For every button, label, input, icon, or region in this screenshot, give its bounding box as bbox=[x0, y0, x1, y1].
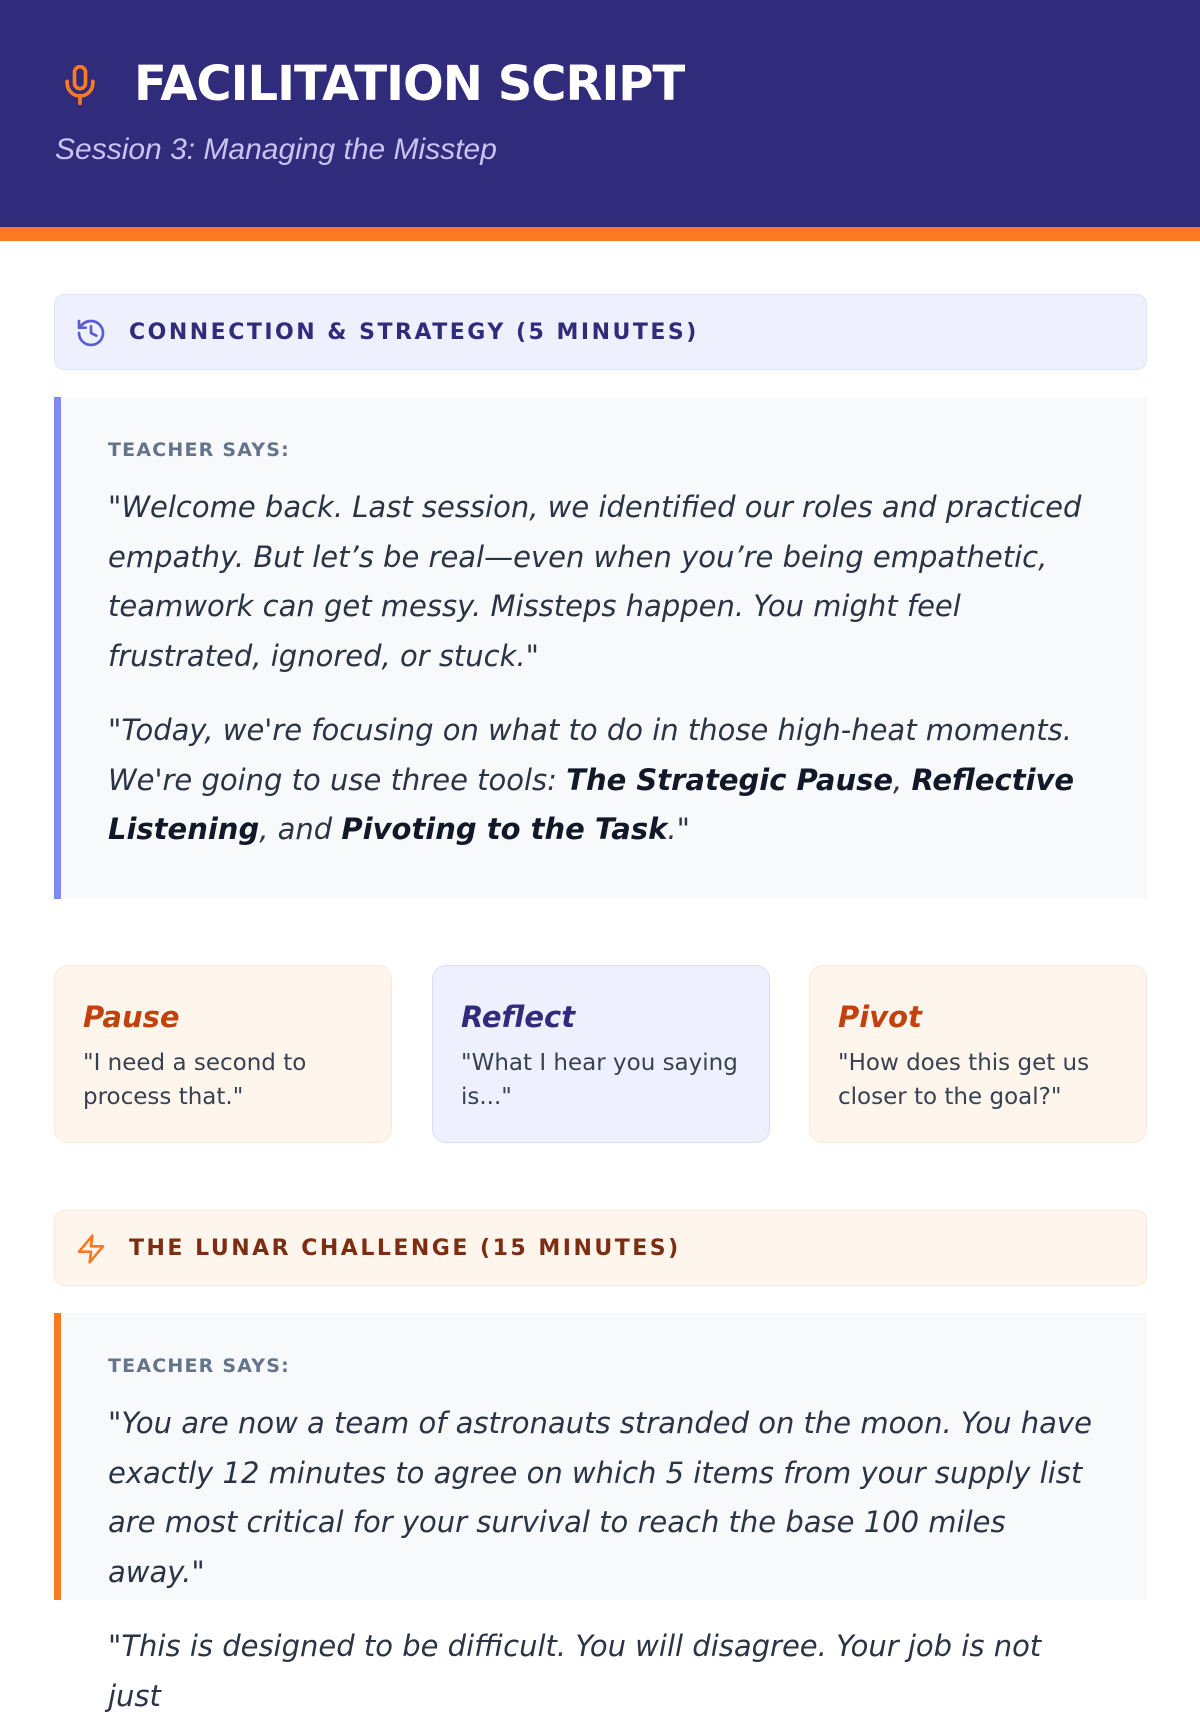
tool-phrase: "How does this get us closer to the goal?" bbox=[838, 1050, 1090, 1110]
microphone-icon bbox=[58, 58, 102, 112]
section-header-lunar-challenge bbox=[54, 1210, 1147, 1286]
teacher-script-block bbox=[54, 397, 1147, 899]
teacher-script-block bbox=[54, 1313, 1147, 1713]
script-text: "Today, we're focusing on what to do in those high-heat moments. We're going to use three tools: bbox=[108, 713, 1072, 797]
teacher-says-label: TEACHER SAYS: bbox=[108, 439, 290, 461]
tool-phrase: "I need a second to process that." bbox=[83, 1050, 307, 1110]
tool-name: Pause bbox=[83, 1000, 180, 1034]
tool-card-pause bbox=[54, 965, 392, 1143]
script-text: ." bbox=[667, 812, 690, 846]
tool-pivoting-to-task: Pivoting to the Task bbox=[341, 812, 668, 846]
lightning-bolt-icon bbox=[75, 1233, 107, 1265]
tool-strategic-pause: The Strategic Pause bbox=[566, 762, 894, 797]
page-subtitle: Session 3: Managing the Misstep bbox=[55, 133, 497, 166]
script-paragraph: "You are now a team of astronauts stranded on the moon. You have exactly 12 minutes to agree on which 5 items from your supply list are most critical for your survival to reach the base 100 miles away." bbox=[108, 1406, 1092, 1589]
header-banner bbox=[0, 0, 1200, 227]
tool-card-pivot bbox=[809, 965, 1147, 1143]
history-clock-icon bbox=[75, 317, 107, 349]
tool-name: Pivot bbox=[838, 1000, 922, 1034]
script-paragraph: "This is designed to be difficult. You will disagree. Your job is not just bbox=[108, 1629, 1042, 1713]
header-accent-bar bbox=[0, 227, 1200, 241]
script-paragraph: "Welcome back. Last session, we identified our roles and practiced empathy. But let’s be real—even when you’re being empathetic, teamwork can get messy. Missteps happen. You might feel frustrated, ignored, or stuck." bbox=[108, 490, 1082, 673]
teacher-says-label: TEACHER SAYS: bbox=[108, 1355, 290, 1377]
script-paragraph bbox=[108, 706, 1099, 855]
page-title: FACILITATION SCRIPT bbox=[134, 56, 685, 112]
script-text: , bbox=[893, 762, 912, 797]
section-title: CONNECTION & STRATEGY (5 MINUTES) bbox=[129, 320, 699, 345]
tool-card-reflect bbox=[432, 965, 770, 1143]
tool-reflective-listening: Reflective Listening bbox=[108, 762, 1075, 846]
tool-name: Reflect bbox=[461, 1000, 576, 1034]
script-text: , and bbox=[259, 812, 342, 846]
section-title: THE LUNAR CHALLENGE (15 MINUTES) bbox=[129, 1236, 681, 1261]
tool-phrase: "What I hear you saying is..." bbox=[461, 1050, 738, 1110]
section-header-connection bbox=[54, 294, 1147, 370]
